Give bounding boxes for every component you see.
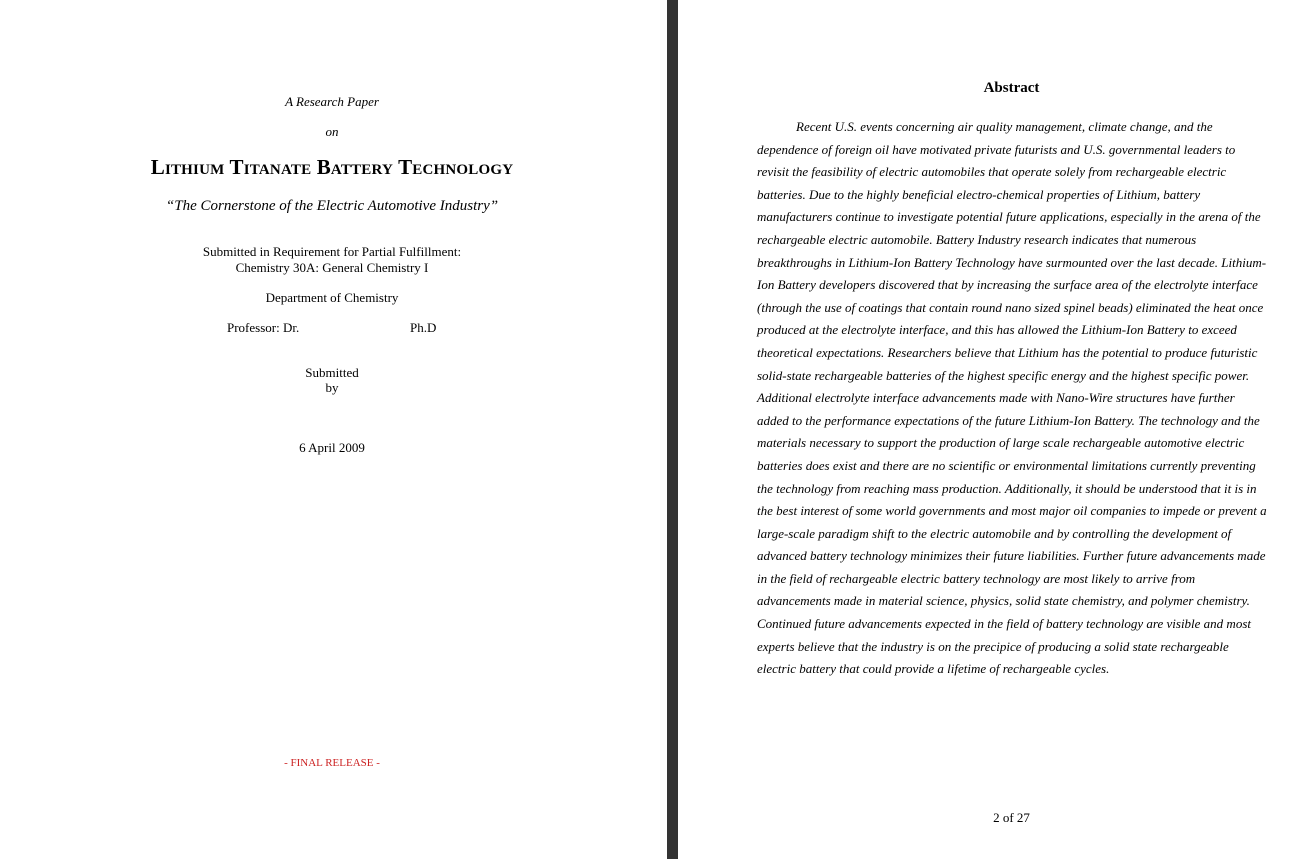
final-release-label: - FINAL RELEASE - — [284, 757, 380, 769]
requirement-line-2: Chemistry 30A: General Chemistry I — [235, 260, 429, 275]
page-number: 2 of 27 — [993, 810, 1030, 825]
paper-kicker: A Research Paper — [285, 94, 379, 109]
abstract-heading: Abstract — [983, 80, 1040, 96]
abstract-body: Recent U.S. events concerning air quality management, climate change, and the dependence of foreign oil have motivated private futurists and U.S. governmental leaders to revisit the feasibility of electric automobiles that operate solely from rechargeable electric batteries. Due to the highly beneficial electro-chemical properties of Lithium, battery manufacturers continue to investigate potential future applications, especially in the arena of the rechargeable electric automobile. Battery Industry research indicates that numerous breakthroughs in Lithium-Ion Battery Technology have surmounted over the last decade. Lithium-Ion Battery developers discovered that by increasing the surface area of the electrolyte interface (through the use of coatings that contain round nano sized spinel beads) eliminated the heat once produced at the electrolyte interface, and this has allowed the Lithium-Ion Battery to exceed theoretical expectations. Researchers believe that Lithium has the potential to produce futuristic solid-state rechargeable batteries of the highest specific energy and the highest specific power. Additional electrolyte interface advancements made with Nano-Wire structures have further added to the performance expectations of the future Lithium-Ion Battery. The technology and the materials necessary to support the production of large scale rechargeable automotive electric batteries does exist and there are no scientific or environmental limitations currently preventing the technology from reaching mass production. Additionally, it should be understood that it is in the best interest of some world governments and most major oil companies to impede or prevent a large-scale paradigm shift to the electric automobile and by controlling the development of advanced battery technology minimizes their future liabilities. Further future advancements made in the field of rechargeable electric battery technology are most likely to arrive from advancements made in material science, physics, solid state chemistry, and polymer chemistry. Continued future advancements expected in the field of battery technology are visible and most experts believe that the industry is on the precipice of producing a solid state rechargeable electric battery that could provide a lifetime of rechargeable cycles. — [757, 119, 1267, 677]
requirement-line-1: Submitted in Requirement for Partial Fulfillment: — [202, 244, 462, 259]
professor-label: Professor: Dr. — [227, 320, 300, 335]
paper-title: Lithium Titanate Battery Technology — [150, 155, 514, 179]
kicker-on: on — [325, 124, 339, 139]
by-label: by — [325, 380, 339, 395]
professor-degree: Ph.D — [410, 320, 437, 335]
submitted-label: Submitted — [305, 365, 359, 380]
paper-subtitle: “The Cornerstone of the Electric Automotive Industry” — [165, 198, 499, 214]
page-divider — [667, 0, 678, 859]
department: Department of Chemistry — [265, 290, 399, 305]
abstract-page — [678, 0, 1299, 859]
submission-date: 6 April 2009 — [299, 440, 365, 455]
